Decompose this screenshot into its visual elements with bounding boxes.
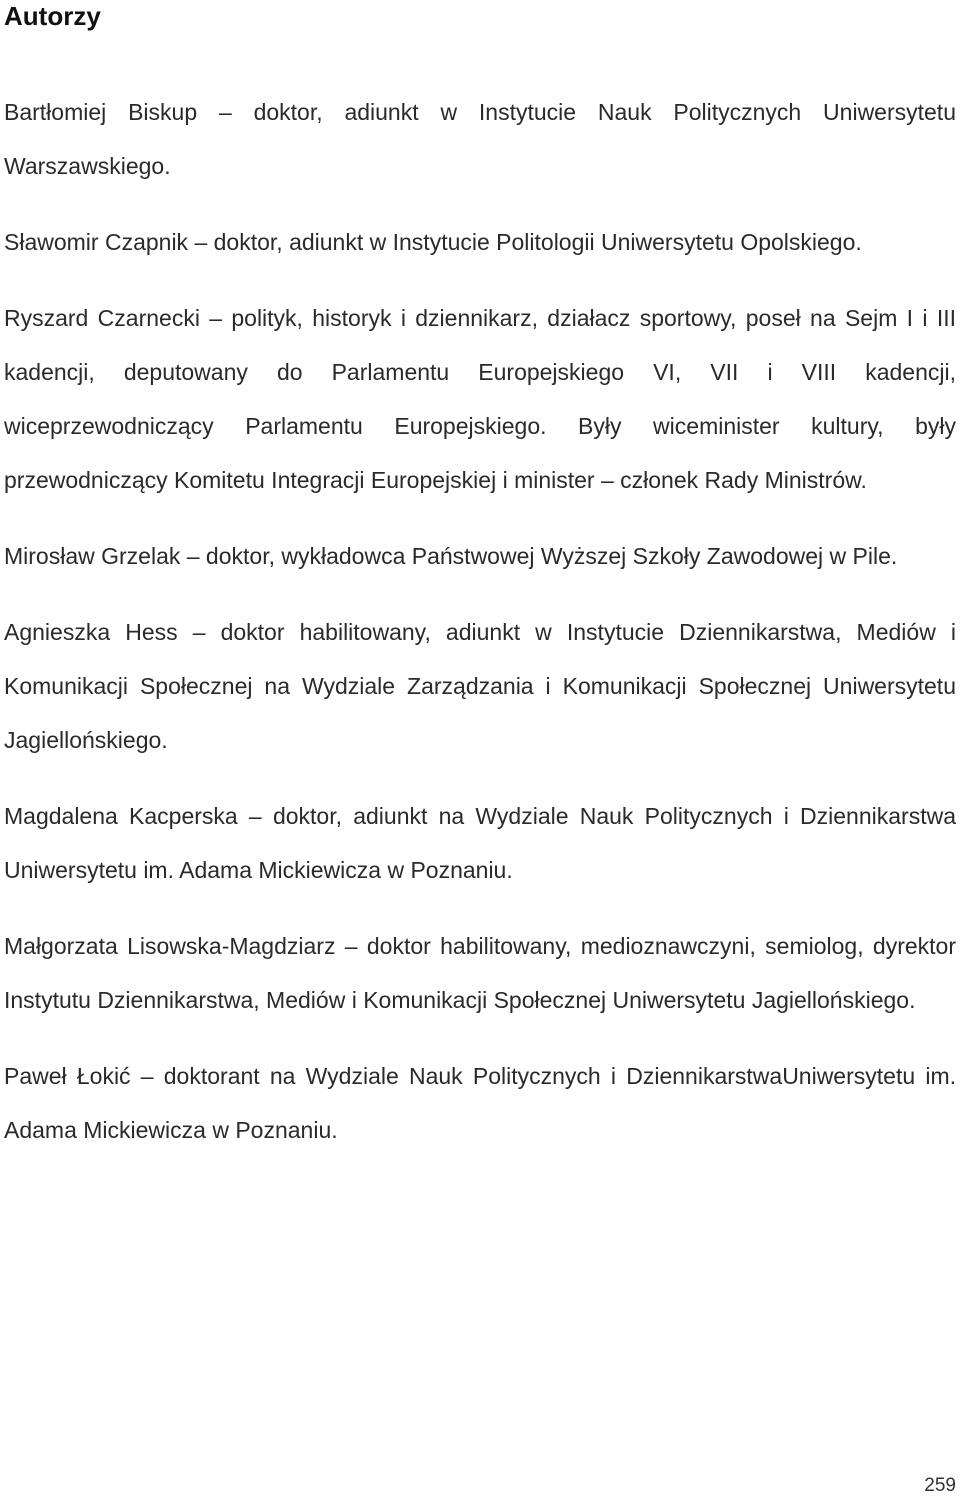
author-entry-hess: Agnieszka Hess – doktor habilitowany, adiunkt w Instytucie Dziennikarstwa, Mediów i Komunikacji Społecznej na Wydziale Zarządzania i Komunikacji Społecznej Uniwersytetu Jagiellońskiego. [4, 619, 956, 753]
page-title: Autorzy [4, 1, 101, 31]
author-entry-grzelak: Mirosław Grzelak – doktor, wykładowca Państwowej Wyższej Szkoły Zawodowej w Pile. [4, 543, 898, 569]
page-number: 259 [924, 1475, 956, 1496]
document-page [4, 0, 956, 1502]
author-list [4, 85, 956, 1179]
author-entry-czarnecki: Ryszard Czarnecki – polityk, historyk i dziennikarz, działacz sportowy, poseł na Sejm I i III kadencji, deputowany do Parlamentu Europejskiego VI, VII i VIII kadencji, wiceprzewodniczący Parlamentu Europejskiego. Były wiceminister kultury, były przewodniczący Komitetu Integracji Europejskiej i minister – członek Rady Ministrów. [4, 305, 956, 493]
author-entry-biskup: Bartłomiej Biskup – doktor, adiunkt w Instytucie Nauk Politycznych Uniwersytetu Warszawskiego. [4, 99, 956, 179]
author-entry-lokic: Paweł Łokić – doktorant na Wydziale Nauk Politycznych i DziennikarstwaUniwersytetu im. Adama Mickiewicza w Poznaniu. [4, 1063, 956, 1143]
author-entry-czapnik: Sławomir Czapnik – doktor, adiunkt w Instytucie Politologii Uniwersytetu Opolskiego. [4, 229, 862, 255]
author-entry-lisowska-magdziarz: Małgorzata Lisowska-Magdziarz – doktor habilitowany, medioznawczyni, semiolog, dyrektor Instytutu Dziennikarstwa, Mediów i Komunikacji Społecznej Uniwersytetu Jagiellońskiego. [4, 933, 956, 1013]
author-entry-kacperska: Magdalena Kacperska – doktor, adiunkt na Wydziale Nauk Politycznych i Dziennikarstwa Uniwersytetu im. Adama Mickiewicza w Poznaniu. [4, 803, 956, 883]
